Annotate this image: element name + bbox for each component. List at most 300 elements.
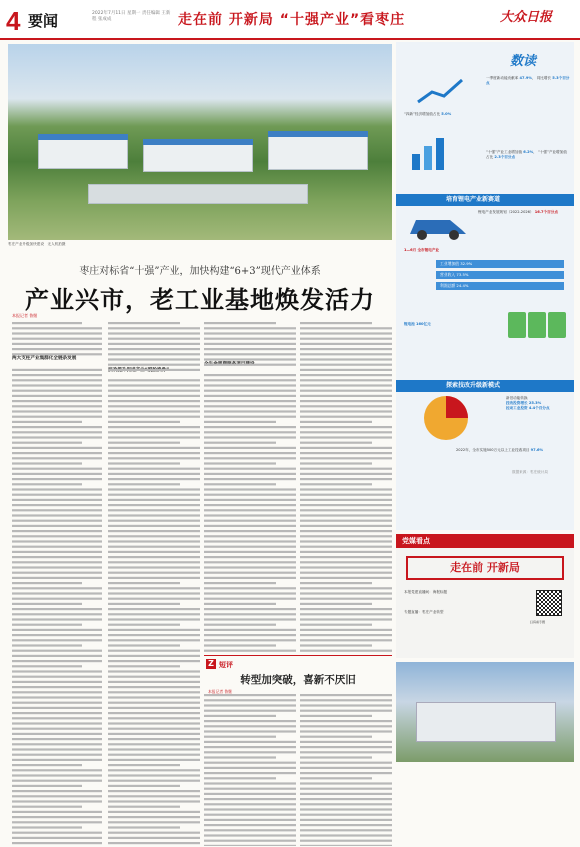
data-sidebar <box>396 42 574 530</box>
text-line <box>204 741 296 743</box>
text-line <box>12 457 102 459</box>
text-line <box>12 556 102 558</box>
text-line <box>12 462 82 464</box>
text-line <box>12 743 102 745</box>
text-line <box>108 806 180 808</box>
text-line <box>108 785 180 787</box>
text-line <box>12 405 102 407</box>
text-line <box>12 665 82 667</box>
text-line <box>108 384 200 386</box>
text-line <box>204 777 276 779</box>
text-line <box>108 821 200 823</box>
date-line: 2022年7月11日 星期一 责任编辑 王新程 张成成 <box>92 11 171 22</box>
text-line <box>12 655 102 657</box>
text-line <box>108 530 200 532</box>
text-line <box>12 452 102 454</box>
text-line <box>12 572 102 574</box>
lithium-plan-text <box>478 210 570 215</box>
text-line <box>12 473 102 475</box>
text-line <box>204 426 296 428</box>
text-line <box>12 754 102 756</box>
text-line <box>108 488 200 490</box>
comment-logo: Z <box>206 659 216 669</box>
text-line <box>204 447 296 449</box>
aerial-photo <box>8 44 392 240</box>
text-line <box>204 725 296 727</box>
text-line <box>204 840 296 842</box>
text-line <box>12 436 102 438</box>
text-line <box>108 769 200 771</box>
text-line <box>108 582 180 584</box>
bar-label: 工业增加值 <box>440 261 459 266</box>
text-line <box>108 733 200 735</box>
text-line <box>108 343 200 345</box>
bar-value: 73.5% <box>456 272 469 277</box>
text-line <box>204 348 296 350</box>
text-line <box>204 772 296 774</box>
text-line <box>108 613 200 615</box>
stat-label: 一季度新动能贡献率 <box>486 76 519 80</box>
text-line <box>108 348 200 350</box>
page-header <box>0 0 580 40</box>
text-line <box>12 603 82 605</box>
text-line <box>300 494 392 496</box>
text-line <box>108 655 200 657</box>
text-line <box>108 369 200 371</box>
text-line <box>108 707 200 709</box>
factory-roof <box>38 134 128 140</box>
text-line <box>108 686 200 688</box>
text-line <box>204 650 296 652</box>
party-media-box <box>396 534 574 658</box>
text-line <box>204 364 296 366</box>
text-line <box>12 327 102 329</box>
tech-footer-value: 97.6% <box>530 448 544 452</box>
text-line <box>300 348 392 350</box>
text-line <box>204 374 296 376</box>
text-line <box>204 452 296 454</box>
text-line <box>204 509 296 511</box>
text-line <box>108 618 200 620</box>
text-line <box>204 556 296 558</box>
page-number: 4 <box>6 6 21 36</box>
bar-chart-icon <box>408 132 458 172</box>
text-line <box>108 468 200 470</box>
text-line <box>300 751 392 753</box>
text-line <box>300 566 392 568</box>
text-line <box>12 608 102 610</box>
text-line <box>204 845 296 846</box>
text-line <box>300 644 372 646</box>
text-line <box>204 608 296 610</box>
text-line <box>12 774 102 776</box>
text-line <box>204 332 296 334</box>
text-line <box>204 343 296 345</box>
text-line <box>204 384 296 386</box>
text-line <box>108 592 200 594</box>
lithium-plan-value: 16.7个百分点 <box>534 210 558 214</box>
text-line <box>108 832 200 834</box>
tech-note: 新旧动能转换 <box>506 396 528 400</box>
text-line <box>300 556 392 558</box>
text-line <box>12 702 102 704</box>
text-line <box>204 431 296 433</box>
text-line <box>204 644 276 646</box>
text-line <box>108 603 180 605</box>
text-line <box>108 379 200 381</box>
text-line <box>108 338 200 340</box>
text-line <box>12 540 102 542</box>
text-line <box>12 826 82 828</box>
text-line <box>204 618 296 620</box>
text-line <box>12 806 82 808</box>
party-line: 专题直播：枣庄产业转型 <box>404 610 444 614</box>
text-line <box>108 426 200 428</box>
party-media-title: 党媒看点 <box>396 534 574 548</box>
text-line <box>300 473 392 475</box>
text-line <box>204 824 296 826</box>
text-line <box>108 332 200 334</box>
text-line <box>12 837 102 839</box>
text-line <box>108 644 180 646</box>
text-line <box>12 832 102 834</box>
text-line <box>204 756 276 758</box>
text-line <box>12 613 102 615</box>
text-line <box>12 764 82 766</box>
text-line <box>12 811 102 813</box>
subhead-1: 两大支柱产业集群化全链条发展 <box>12 356 77 361</box>
text-line <box>12 707 102 709</box>
text-line <box>12 504 102 506</box>
photo-credit: 无人机拍摄 <box>47 242 66 246</box>
text-line <box>204 613 296 615</box>
text-line <box>108 358 200 360</box>
text-line <box>108 790 200 792</box>
text-line <box>108 390 200 392</box>
lithium-plan-note: 锂电产业发展规划（2022-2026） <box>478 210 534 214</box>
text-line <box>108 499 200 501</box>
section-title: 要闻 <box>28 12 59 30</box>
text-line <box>204 710 296 712</box>
text-line <box>108 410 200 412</box>
text-line <box>108 624 180 626</box>
text-line <box>204 494 296 496</box>
text-line <box>204 322 276 324</box>
text-line <box>300 546 392 548</box>
text-line <box>204 767 296 769</box>
text-line <box>300 845 392 846</box>
text-line <box>300 639 392 641</box>
text-line <box>12 842 102 844</box>
text-line <box>108 353 200 355</box>
text-line <box>108 395 200 397</box>
stat-label: “十强”产业工业增加值 <box>486 150 523 154</box>
text-line <box>108 514 200 516</box>
text-line <box>108 764 180 766</box>
caption-text: 枣庄产业升级加快建设 <box>8 242 44 246</box>
text-line <box>12 478 102 480</box>
text-line <box>108 837 200 839</box>
text-line <box>300 343 392 345</box>
stat-label: 同比增长 <box>536 76 552 80</box>
bar-label: 利润总额 <box>440 283 456 288</box>
text-line <box>300 582 372 584</box>
text-line <box>12 686 102 688</box>
text-line <box>300 772 392 774</box>
text-line <box>300 808 392 810</box>
qr-code[interactable] <box>536 590 562 616</box>
text-line <box>12 426 102 428</box>
text-line <box>300 756 372 758</box>
text-line <box>300 390 392 392</box>
text-line <box>204 803 296 805</box>
text-line <box>300 819 392 821</box>
text-line <box>300 598 392 600</box>
lithium-bar <box>436 271 564 279</box>
text-line <box>300 374 392 376</box>
text-line <box>300 736 372 738</box>
photo-caption <box>8 242 392 247</box>
text-line <box>204 561 296 563</box>
text-line <box>300 426 392 428</box>
text-line <box>12 447 102 449</box>
article-byline: 本报记者 鲁继 <box>12 313 38 318</box>
text-line <box>12 795 102 797</box>
text-line <box>108 546 200 548</box>
text-line <box>300 447 392 449</box>
text-line <box>108 780 200 782</box>
text-line <box>12 514 102 516</box>
text-line <box>300 369 392 371</box>
text-line <box>108 660 200 662</box>
text-line <box>108 436 200 438</box>
text-line <box>12 660 102 662</box>
text-line <box>204 639 296 641</box>
text-line <box>204 577 296 579</box>
column-banner: 走在前 开新局 “十强产业”看枣庄 <box>178 12 406 28</box>
text-line <box>108 629 200 631</box>
text-line <box>300 618 392 620</box>
text-line <box>108 566 200 568</box>
text-line <box>204 483 276 485</box>
text-line <box>204 834 296 836</box>
text-line <box>300 699 392 701</box>
text-line <box>204 782 296 784</box>
text-line <box>108 452 200 454</box>
text-line <box>108 759 200 761</box>
text-line <box>204 400 296 402</box>
text-line <box>300 332 392 334</box>
text-line <box>108 442 180 444</box>
text-line <box>108 577 200 579</box>
text-line <box>300 577 392 579</box>
text-line <box>300 525 392 527</box>
text-line <box>300 457 392 459</box>
growth-arrow-icon <box>416 76 466 106</box>
text-line <box>300 587 392 589</box>
text-line <box>300 629 392 631</box>
text-line <box>12 748 102 750</box>
text-line <box>108 483 180 485</box>
text-line <box>204 462 276 464</box>
text-line <box>300 379 392 381</box>
text-line <box>300 488 392 490</box>
text-line <box>12 681 102 683</box>
qr-caption: 扫码看专题 <box>530 620 546 624</box>
text-line <box>108 598 200 600</box>
text-line <box>108 572 200 574</box>
text-line <box>12 598 102 600</box>
factory-roof <box>143 139 253 145</box>
text-line <box>300 788 392 790</box>
stat-block-3: “十强”产业工业增加值 6.2%， “十强”产业增加值占比 2.3个百分点 <box>486 150 567 159</box>
factory-building <box>38 139 128 169</box>
text-line <box>108 520 200 522</box>
text-line <box>12 431 102 433</box>
text-line <box>108 738 200 740</box>
text-line <box>300 829 392 831</box>
party-app-banner: 走在前 开新局 <box>406 556 564 580</box>
text-line <box>204 624 276 626</box>
text-line <box>108 748 200 750</box>
text-line <box>300 400 392 402</box>
text-line <box>12 676 102 678</box>
factory-roof <box>268 131 368 137</box>
sidebar-section-lithium: 培育锂电产业新赛道 <box>396 194 574 206</box>
bar-label: 营业收入 <box>440 272 456 277</box>
text-line <box>204 730 296 732</box>
bar-value: 24.4% <box>456 283 469 288</box>
text-line <box>12 384 102 386</box>
text-line <box>300 535 392 537</box>
lithium-bars <box>436 260 564 290</box>
text-line <box>300 353 392 355</box>
text-line <box>204 421 276 423</box>
text-line <box>300 782 392 784</box>
text-line <box>12 696 102 698</box>
text-line <box>204 634 296 636</box>
text-line <box>12 348 102 350</box>
pie-chart-icon <box>410 392 500 444</box>
text-line <box>12 634 102 636</box>
text-line <box>300 592 392 594</box>
text-line <box>108 322 180 324</box>
text-line <box>12 717 102 719</box>
text-line <box>204 788 296 790</box>
text-line <box>300 358 392 360</box>
battery-icon <box>504 302 568 342</box>
text-line <box>108 670 200 672</box>
text-line <box>108 639 200 641</box>
text-line <box>204 814 296 816</box>
text-line <box>108 556 200 558</box>
text-line <box>108 608 200 610</box>
text-line <box>204 473 296 475</box>
text-line <box>12 816 102 818</box>
text-line <box>108 416 200 418</box>
text-line <box>204 478 296 480</box>
text-line <box>204 535 296 537</box>
text-line <box>300 704 392 706</box>
text-line <box>12 379 102 381</box>
text-line <box>12 421 82 423</box>
text-line <box>204 829 296 831</box>
stat-value: 6.2% <box>523 150 534 154</box>
text-line <box>300 824 392 826</box>
text-line <box>12 566 102 568</box>
text-line <box>12 494 102 496</box>
text-line <box>12 520 102 522</box>
text-line <box>300 561 392 563</box>
text-line <box>204 488 296 490</box>
text-line <box>204 699 296 701</box>
text-line <box>12 785 82 787</box>
text-line <box>204 525 296 527</box>
text-line <box>204 819 296 821</box>
text-line <box>300 720 392 722</box>
stat-value: 5.3个百分点 <box>486 76 570 85</box>
text-line <box>108 634 200 636</box>
text-line <box>300 421 372 423</box>
text-line <box>300 395 392 397</box>
text-line <box>300 327 392 329</box>
text-line <box>12 592 102 594</box>
text-line <box>12 488 102 490</box>
text-line <box>300 746 392 748</box>
text-line <box>108 405 200 407</box>
text-line <box>12 395 102 397</box>
car-icon <box>406 208 470 242</box>
text-line <box>108 800 200 802</box>
text-line <box>12 577 102 579</box>
text-line <box>300 384 392 386</box>
text-line <box>300 322 372 324</box>
text-line <box>108 525 200 527</box>
text-line <box>300 603 372 605</box>
text-line <box>300 520 392 522</box>
text-line <box>204 338 296 340</box>
text-line <box>300 514 392 516</box>
text-line <box>300 725 392 727</box>
text-line <box>12 624 82 626</box>
text-line <box>12 650 102 652</box>
text-line <box>204 629 296 631</box>
text-line <box>12 338 102 340</box>
text-line <box>204 704 296 706</box>
text-line <box>204 546 296 548</box>
sidebar-section-tech: 探索技改升级新模式 <box>396 380 574 392</box>
text-line <box>300 834 392 836</box>
text-line <box>108 535 200 537</box>
text-line <box>300 624 372 626</box>
comment-title: 转型加突破，喜新不厌旧 <box>240 674 356 686</box>
text-line <box>12 639 102 641</box>
text-line <box>108 665 180 667</box>
text-line <box>108 743 200 745</box>
text-line <box>300 613 392 615</box>
article-kicker: 枣庄对标省“十强”产业，加快构建“6+3”现代产业体系 <box>79 266 321 277</box>
text-line <box>300 762 392 764</box>
text-line <box>12 525 102 527</box>
text-line <box>300 478 392 480</box>
text-line <box>108 676 200 678</box>
text-line <box>300 364 392 366</box>
text-line <box>12 483 82 485</box>
text-line <box>12 468 102 470</box>
text-line <box>300 483 372 485</box>
text-line <box>12 530 102 532</box>
text-line <box>108 504 200 506</box>
